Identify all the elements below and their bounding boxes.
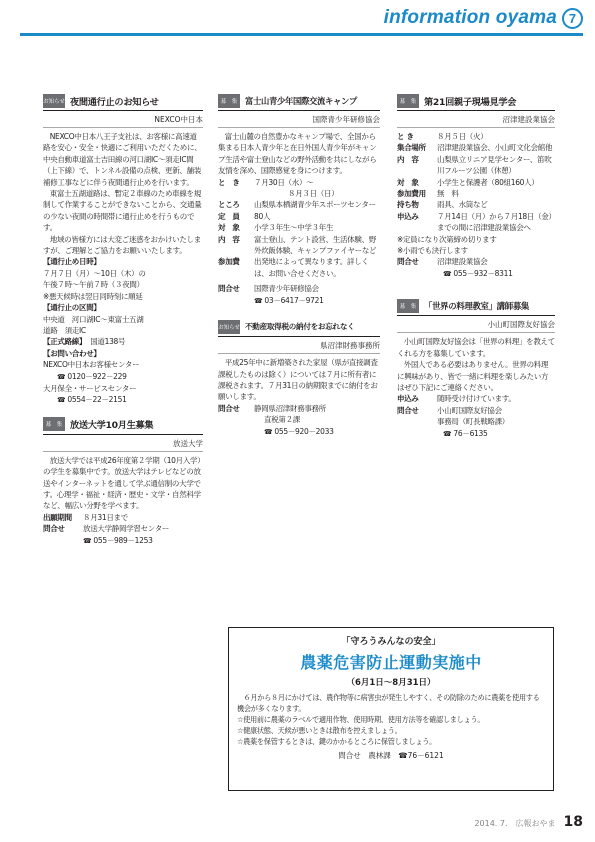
box-subtitle: 「守ろうみんなの安全」 [341,637,441,647]
content-row [397,154,555,177]
where-row [218,199,380,210]
section-heading [397,298,555,316]
section-heading [397,93,555,111]
field-value: ７月14日（月）から７月18日（金）までの間に沼津建設業協会へ [437,211,552,233]
field-value: 午後７時～午前７時（３夜間） [43,280,144,290]
field-value: ８月31日まで [83,512,128,522]
field-label: 対 象 [397,177,419,187]
field-label: 参加費用 [397,189,426,199]
tax-notice [218,319,380,438]
field-value: 無 料 [437,189,459,199]
field-value: 雨具、水筒など [437,200,488,210]
field-label: 出願期間 [43,512,72,522]
page-header [384,6,583,30]
section-heading [43,93,203,111]
tip-text: ☆健康状態、天候が悪いときは散布を控えましょう。 [237,726,402,735]
field-label: 対 象 [218,223,240,233]
phone-number: ☎ 055－920－2033 [218,426,380,438]
column-1 [43,93,203,798]
field-label: 申込み [397,394,419,404]
category-badge: 募 集 [43,417,65,431]
page-footer [474,814,583,830]
field-label: と き [397,132,414,141]
field-value: ※悪天候時は翌日同時刻に順延 [43,291,143,301]
field-label: 【通行止の区間】 [43,303,101,313]
meet-row [397,142,555,153]
section-heading [43,417,203,435]
field-label: 持ち物 [397,200,419,210]
bring-row [397,199,555,210]
field-value: ８月５日（火） [437,132,488,141]
tip-text: ☆農薬を保管するときは、鍵のかかるところに保管しましょう。 [237,737,436,746]
organization: 小山町国際友好協会 [397,319,555,333]
target-row [218,222,380,233]
apply-row [397,211,555,234]
box-dates: （6月1日～8月31日） [346,678,436,688]
field-value: ７月７日（月）～10日（木）の [43,268,146,278]
field-value: 国際青少年研修協会 [254,284,319,294]
tip-text: ☆使用前に農薬のラベルで適用作物、使用時期、使用方法等を確認しましょう。 [237,715,485,724]
field-value: 事務局（町長戦略課） [437,417,509,427]
field-value: 道路 須走IC [43,325,86,335]
pesticide-safety-box [228,627,554,791]
field-value: 沼津建設業協会 [437,257,488,267]
body-text: ６月から８月にかけては、農作物等に病害虫が発生しやすく、その防除のために農薬を使用する機会が多くなります。 [237,693,540,713]
phone-number: ☎ 0554－22－2151 [43,394,203,406]
section-title: 不動産取得税の納付をお忘れなく [245,322,355,332]
field-label: と き [218,177,240,187]
body-text: 富士山麓の自然豊かなキャンプ場で、全国から集まる日本人青少年と在日外国人青少年がキャンプ生活や富士登山などの野外活動を共にしながら友情を深め、国際感覚を身につけます。 [218,132,377,176]
organization: 放送大学 [43,438,203,452]
field-label: 問合せ [43,524,65,534]
body-text: NEXCO中日本八王子支社は、お客様に高速道路を安心・安全・快適にご利用いただくために、中央自動車道富士吉田線の河口湖IC～須走IC間（上下線）で、トンネル設備の点検、更新、舗装補修工事などに伴う夜間通行止めを行います。 [43,132,202,187]
body-text: 東富士五湖道路は、暫定２車線のため車線を規制して作業することができないことから、交通量の少ない夜間の時間帯に通行止めを行うものです。 [43,189,202,233]
box-contact: 問合せ 農林課 ☎76－6121 [338,751,444,760]
content-row [218,234,380,257]
field-value: 小学生と保護者（80組160人） [437,177,539,187]
header-rule [20,33,583,36]
field-label: 内 容 [397,154,419,164]
contact-row [43,523,203,534]
section-title: 放送大学10月生募集 [70,420,154,432]
category-badge: 募 集 [397,299,419,313]
fee-row [218,256,380,279]
field-value: 静岡県沼津財務事務所 [254,403,326,413]
section-heading [218,319,380,337]
phone-number: ☎ 055－932－8311 [397,268,555,280]
body-text: 平成25年中に新増築された家屋（県が直接調査課税したものは除く）については７月に所有者に課税されます。７月31日の納期限までに納付をお願いします。 [218,358,378,402]
field-label: 【正式路線】 [43,337,87,347]
organization: NEXCO中日本 [43,114,203,128]
field-value: 出発地によって異なります。詳しくは、お問い合せください。 [254,257,369,278]
notice-night-closure [43,93,203,407]
category-badge: 募 集 [397,94,419,108]
field-value: 山梨県立リニア見学センター、笛吹川フルーツ公園（休憩） [437,154,552,176]
field-value: ８月３日（日） [288,189,339,199]
field-value: 小学３年生～中学３年生 [254,223,334,233]
contact-row [397,405,555,416]
category-badge: お知らせ [43,94,65,108]
field-value: 直税第２課 [264,415,300,425]
route-row [43,336,203,347]
contact-name: 大月保全・サービスセンター [43,383,137,393]
apply-row [397,393,555,404]
body-text: 外国人である必要はありません。世界の料理に興味があり、皆で一緒に料理を楽しみたい方はぜひ下記にご連絡ください。 [397,360,549,392]
contact-name: NEXCO中日本お客様センター [43,360,140,370]
header-number: 7 [562,8,583,29]
section-title: 夜間通行止のお知らせ [70,96,159,108]
field-value: 国道138号 [90,337,126,347]
organization: 県沼津財務事務所 [218,340,380,354]
field-value: 小山町国際友好協会 [437,405,502,415]
note-text: ※小雨でも決行します [397,246,468,256]
field-value: ７月30日（水）～ [254,177,314,187]
category-badge: お知らせ [218,320,240,334]
field-label: 問合せ [218,284,240,294]
header-title: information oyama [383,7,557,28]
field-label: 定 員 [218,211,240,221]
field-value: 山梨県本栖湖青少年スポーツセンター [254,200,376,210]
camp-recruitment [218,93,380,307]
field-label: 問合せ [397,257,419,267]
field-label: 問合せ [397,405,419,415]
field-label: 内 容 [218,234,240,244]
contact-row [218,283,380,294]
body-text: 放送大学では平成26年度第２学期（10月入学）の学生を募集中です。放送大学はテレビなどの放送やインターネットを通して学ぶ通信制の大学です。心理学・福祉・経済・歴史・文学・自然科学など、幅広い分野を学べます。 [43,455,201,511]
phone-number: ☎ 055－989－1253 [43,535,203,547]
when-row [218,177,380,188]
contact-row [218,403,380,414]
footer-text: 2014. 7. 広報おやま [474,819,556,828]
body-text: 地域の皆様方には大変ご迷惑をおかけいたしますが、ご理解とご協力をお願いいたします。 [43,234,201,256]
field-value: 放送大学静岡学習センター [83,524,170,534]
contact-row [397,256,555,267]
page-number: 18 [563,814,583,830]
section-title: 「世界の料理教室」講師募集 [424,300,529,311]
field-label: 【通行止め日時】 [43,257,101,267]
field-value: 富士登山、テント設営、生活体験、野外炊飯体験、キャンプファイヤーなど [254,234,377,256]
phone-number: ☎ 76－6135 [397,428,555,440]
organization: 沼津建設業協会 [397,114,555,128]
capacity-row [218,211,380,222]
body-text: 小山町国際友好協会は「世界の料理」を教えてくれる方を募集しています。 [397,337,555,358]
field-value: 沼津建設業協会、小山町文化会館他 [437,143,553,153]
field-label: 【お問い合わせ】 [43,348,101,358]
organization: 国際青少年研修協会 [218,114,380,128]
section-title: 富士山青少年国際交流キャンプ [245,95,357,106]
site-tour [397,93,555,280]
phone-number: ☎ 0120－922－229 [43,371,203,383]
period-row [43,512,203,523]
section-title: 第21回親子現場見学会 [424,96,517,108]
field-label: 集合場所 [397,143,426,153]
field-label: 申込み [397,211,419,221]
target-row [397,177,555,188]
univ-recruitment [43,417,203,547]
field-label: 参加費 [218,257,240,267]
section-heading [218,93,380,111]
phone-number: ☎ 03－6417－9721 [218,295,380,307]
field-value: 中央道 河口湖IC～東富士五湖 [43,314,144,324]
when-row [397,131,555,142]
category-badge: 募 集 [218,94,240,108]
cooking-class [397,298,555,440]
note-text: ※定員になり次第締め切ります [397,234,497,244]
box-title: 農薬危害防止運動実施中 [300,653,482,672]
field-label: 問合せ [218,403,240,413]
fee-row [397,188,555,199]
field-value: 80人 [254,211,271,221]
field-label: ところ [218,200,240,210]
field-value: 随時受け付けています。 [437,394,516,404]
